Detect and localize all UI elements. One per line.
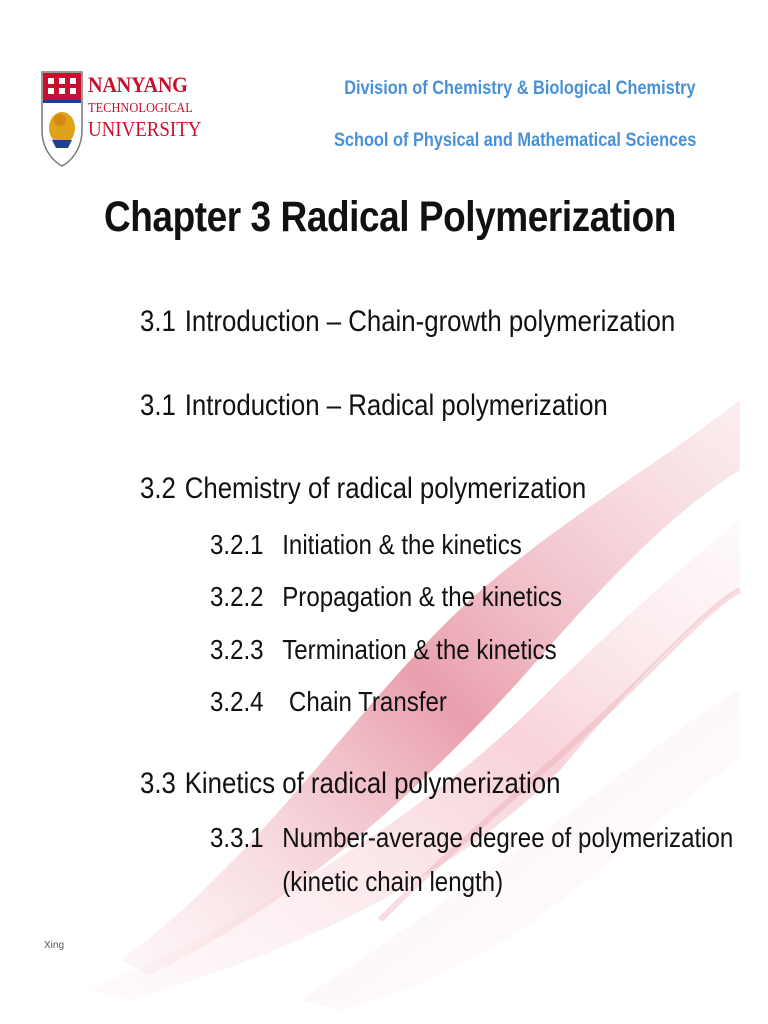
toc-item: [140, 389, 608, 423]
logo-technological: TECHNOLOGICAL: [88, 100, 193, 115]
toc-item-text: Introduction – Chain-growth polymerization: [184, 305, 676, 338]
toc-item-text: Introduction – Radical polymerization: [184, 389, 608, 422]
toc-subitem-text: Initiation & the kinetics: [282, 529, 522, 560]
logo-nanyang: NANYANG: [88, 72, 188, 97]
logo-university: UNIVERSITY: [88, 116, 202, 141]
toc-subitem: [210, 634, 557, 666]
toc-item-number: 3.1: [140, 389, 176, 422]
toc-subitem-text: Chain Transfer: [282, 686, 447, 717]
toc-subitem-number: 3.2.4: [210, 686, 264, 717]
university-crest-icon: [40, 70, 84, 168]
footer-author: Xing: [44, 940, 65, 951]
slide-title: Chapter 3 Radical Polymerization: [104, 193, 676, 241]
toc-subitem-text: Propagation & the kinetics: [282, 581, 563, 612]
toc-item: [140, 305, 675, 339]
school-name: School of Physical and Mathematical Sciences: [333, 130, 696, 151]
toc-item: [140, 472, 586, 506]
university-wordmark: [88, 74, 238, 140]
toc-subitem: [210, 686, 447, 718]
toc-subitem-continuation: [210, 866, 503, 898]
toc-subitem-number: 3.2.2: [210, 581, 264, 612]
toc-item-number: 3.3: [140, 767, 176, 800]
toc-item-text: Chemistry of radical polymerization: [184, 472, 587, 505]
toc-subitem: [210, 822, 733, 854]
toc-item-number: 3.2: [140, 472, 176, 505]
toc-subitem-text: Termination & the kinetics: [282, 634, 557, 665]
toc-subitem: [210, 581, 562, 613]
toc-item-text: Kinetics of radical polymerization: [184, 767, 561, 800]
toc-subitem-text: (kinetic chain length): [282, 866, 504, 897]
division-name: Division of Chemistry & Biological Chemistry: [344, 78, 696, 99]
toc-subitem-number: 3.3.1: [210, 822, 264, 853]
toc-subitem-number: 3.2.3: [210, 634, 264, 665]
toc-item: [140, 767, 560, 801]
toc-subitem: [210, 529, 522, 561]
university-logo: [40, 70, 200, 170]
toc-item-number: 3.1: [140, 305, 176, 338]
toc-subitem-number: 3.2.1: [210, 529, 264, 560]
toc-subitem-text: Number-average degree of polymerization: [282, 822, 734, 853]
